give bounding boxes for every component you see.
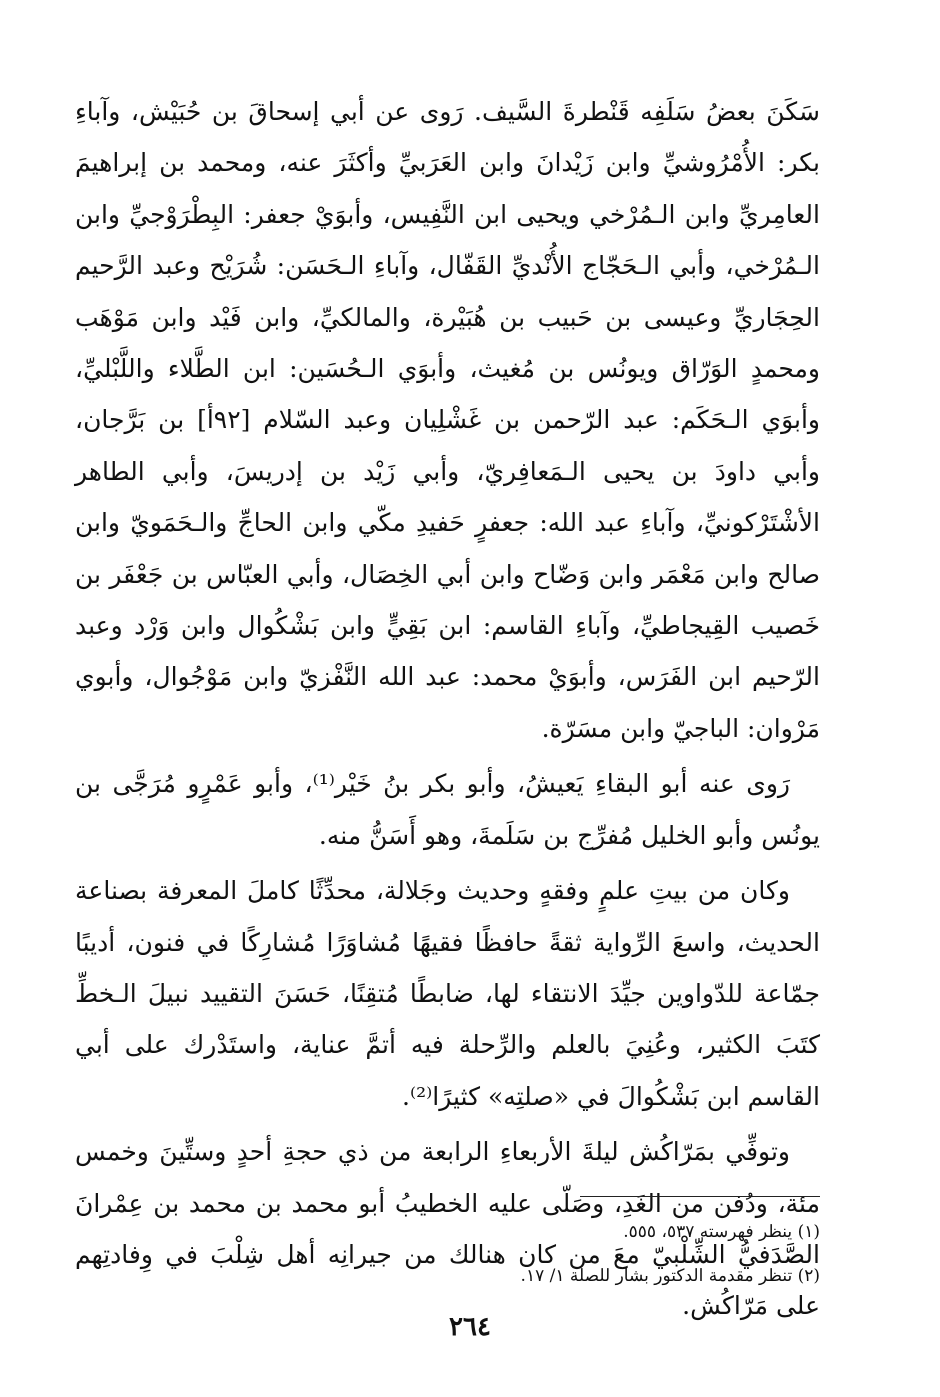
paragraph-death: وتوفِّي بمَرّاكُش ليلةَ الأربعاءِ الرابعة من ذي حجةِ أحدٍ وستِّينَ وخمس مئة، ودُفن من الغَدِ، وصَلّى عليه الخطيبُ أبو محمد بن محمد بن عِمْرانَ الصَّدَفيُّ الشِّلْبيّ معَ من كان هنالك من جيرانِه أهل شِلْبَ في وِفادتِهم على مَرّاكُش. — [75, 1137, 820, 1321]
footnote-2: (٢) تنظر مقدمة الدكتور بشار للصلة ١/ ١٧. — [520, 1266, 820, 1286]
footnotes — [75, 1210, 820, 1298]
paragraph-students: رَوى عنه أبو البقاءِ يَعيشُ، وأبو بكر بنُ خَيْر⁽¹⁾، وأبو عَمْرٍو مُرَجَّى بن يونُس وأبو الخليل مُفرِّج بن سَلَمةَ، وهو أَسَنُّ منه. — [75, 769, 820, 850]
paragraph-description: وكان من بيتِ علمٍ وفقهٍ وحديث وجَلالة، محدِّثًا كاملَ المعرفة بصناعة الحديث، واسعَ الرِّواية ثقةً حافظًا فقيهًا مُشاوَرًا مُشارِكًا في فنون، أديبًا جمّاعة للدّواوين جيِّدَ الانتقاء لها، ضابطًا مُتقِنًا، حَسَنَ التقييد نبيلَ الـخطِّ كتَبَ الكثير، وعُنِيَ بالعلم والرِّحلة فيه أتمَّ عناية، واستَدْرك على أبي القاسم ابن بَشْكُوالَ في «صلتِه» كثيرًا⁽²⁾. — [75, 876, 820, 1111]
page-number: ٢٦٤ — [449, 1312, 491, 1342]
footnote-separator — [580, 1196, 820, 1197]
paragraph-teachers: سَكَنَ بعضُ سَلَفِه قَنْطرةَ السَّيف. رَوى عن أبي إسحاقَ بن حُبَيْش، وآباءِ بكر: الأُمْرُوشيِّ وابن زَيْدانَ وابن العَرَبيِّ وأكثَرَ عنه، ومحمد بن إبراهيمَ العامِريِّ وابن الـمُرْخي ويحيى ابن النَّفِيس، وأبوَيْ جعفر: البِطْرَوْجيِّ وابن الـمُرْخي، وأبي الـحَجّاج الأُنْديِّ القَفّال، وآباءِ الـحَسَن: شُرَيْح وعبد الرَّحيم الحِجَاريِّ وعيسى بن حَبيب بن هُبَيْرة، والمالكيِّ، وابن فَيْد وابن مَوْهَب ومحمدٍ الوَرّاق ويونُس بن مُغيث، وأبوَي الـحُسَين: ابن الطَّلاء واللَّبْليِّ، وأبوَي الـحَكَم: عبد الرّحمن بن غَشْلِيان وعبد السّلام [٩٢أ] بن بَرَّجان، وأبي داودَ بن يحيى الـمَعافِريّ، وأبي زَيْد بن إدريسَ، وأبي الطاهر الأشْتَرْكونيِّ، وآباءِ عبد الله: جعفرٍ حَفيدِ مكّي وابن الحاجِّ والـحَمَويّ وابن صالح وابن مَعْمَر وابن وَضّاح وابن أبي الخِصَال، وأبي العبّاس بن جَعْفَر بن خَصيب القِيجاطيِّ، وآباءِ القاسم: ابن بَقِيٍّ وابن بَشْكُوال وابن وَرْد وعبد الرّحيم ابن الفَرَس، وأبوَيْ محمد: عبد الله النَّفْزيّ وابن مَوْجُوال، وأبوي مَرْوان: الباجيّ وابن مسَرّة. — [75, 97, 820, 743]
main-text — [75, 86, 820, 1332]
footnote-1: (١) ينظر فهرسته ٥٣٧، ٥٥٥. — [623, 1222, 820, 1242]
